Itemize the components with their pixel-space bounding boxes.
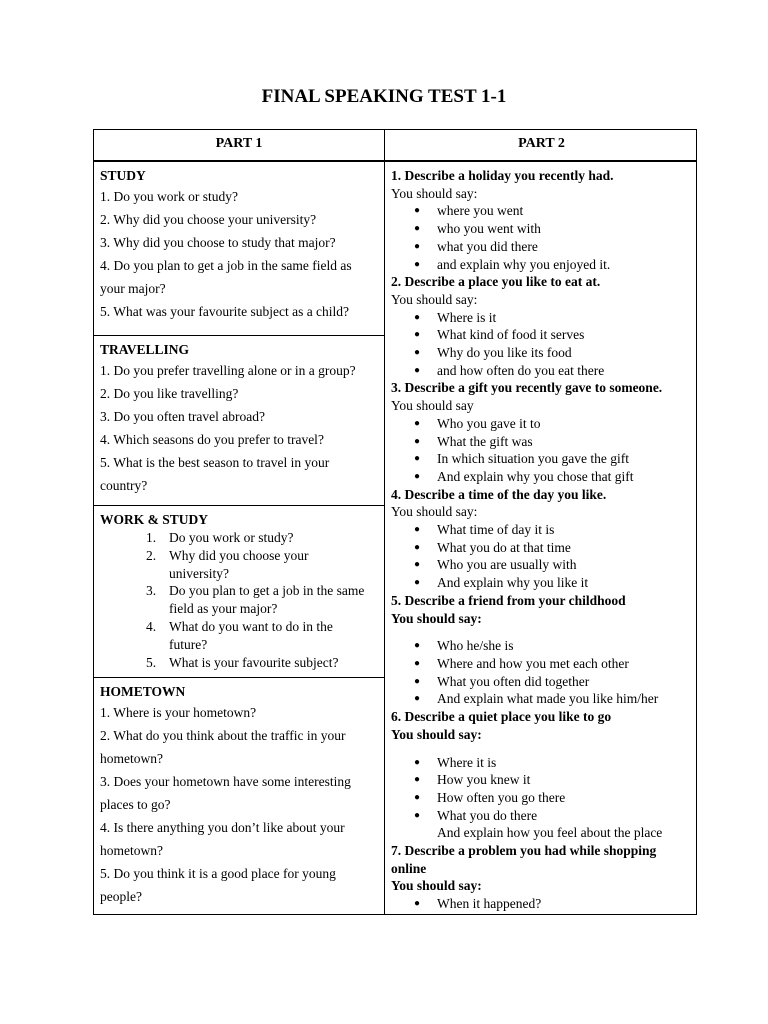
question: people? (100, 889, 142, 904)
question: 2. Why did you choose your university? (100, 212, 317, 227)
bullet-item (391, 673, 691, 691)
bullet-text: Why do you like its food (437, 345, 572, 361)
list-item (100, 618, 382, 636)
item-text: future? (169, 636, 208, 652)
bullet-text: What you do there (437, 807, 538, 823)
item-text: field as your major? (169, 601, 278, 617)
row-divider (94, 505, 384, 506)
bullet-icon: ● (414, 898, 421, 910)
bullet-text: who you went with (437, 221, 541, 237)
question: 2. What do you think about the traffic in your (100, 728, 346, 743)
question: country? (100, 478, 148, 493)
topic-question: 6. Describe a quiet place you like to go (391, 709, 612, 725)
part2-column (391, 167, 691, 913)
bullet-item (391, 754, 691, 772)
topic-question: 4. Describe a time of the day you like. (391, 486, 607, 502)
section-travelling (100, 341, 382, 497)
bullet-icon: ● (414, 774, 421, 786)
bullet-list (391, 309, 691, 380)
bullet-text: How you knew it (437, 772, 531, 788)
bullet-item-continued (391, 824, 691, 842)
question: 4. Is there anything you don’t like about your (100, 820, 345, 835)
bullet-icon: ● (414, 577, 421, 589)
numbered-list (100, 529, 382, 671)
list-item (100, 600, 382, 618)
bullet-icon: ● (414, 756, 421, 768)
bullet-list (391, 895, 691, 913)
bullet-icon: ● (414, 453, 421, 465)
section-study (100, 167, 382, 323)
bullet-icon: ● (414, 435, 421, 447)
bullet-icon: ● (414, 524, 421, 536)
question: 1. Do you work or study? (100, 189, 238, 204)
bullet-item (391, 238, 691, 256)
bullet-icon: ● (414, 258, 421, 270)
bullet-list (391, 202, 691, 273)
topic-question: 2. Describe a place you like to eat at. (391, 274, 601, 290)
section-heading: WORK & STUDY (100, 512, 209, 527)
bullet-text: where you went (437, 203, 524, 219)
bullet-item (391, 415, 691, 433)
spacer (391, 627, 691, 637)
item-number: 4. (146, 618, 157, 634)
bullet-icon: ● (414, 470, 421, 482)
question: 5. What was your favourite subject as a child? (100, 304, 350, 319)
bullet-text: And explain why you chose that gift (437, 468, 634, 484)
section-work-study (100, 511, 382, 671)
you-should-say: You should say: (391, 726, 482, 742)
bullet-item (391, 362, 691, 380)
you-should-say: You should say: (391, 185, 478, 201)
bullet-text: what you did there (437, 238, 538, 254)
topic-question: 5. Describe a friend from your childhood (391, 592, 626, 608)
bullet-item (391, 807, 691, 825)
question: 3. Why did you choose to study that major? (100, 235, 336, 250)
bullet-item (391, 655, 691, 673)
bullet-text: In which situation you gave the gift (437, 451, 629, 467)
bullet-icon: ● (414, 205, 421, 217)
bullet-icon: ● (414, 417, 421, 429)
bullet-icon: ● (414, 311, 421, 323)
bullet-item (391, 637, 691, 655)
item-number: 5. (146, 654, 157, 670)
item-text: Do you plan to get a job in the same (169, 583, 365, 599)
you-should-say: You should say: (391, 610, 482, 626)
bullet-text: What the gift was (437, 433, 533, 449)
bullet-icon: ● (414, 329, 421, 341)
you-should-say: You should say: (391, 504, 478, 520)
item-number: 3. (146, 583, 157, 599)
question: hometown? (100, 751, 163, 766)
item-number: 1. (146, 530, 157, 545)
list-item (100, 565, 382, 583)
questions-table (93, 129, 697, 915)
page-title: FINAL SPEAKING TEST 1-1 (261, 86, 507, 107)
bullet-icon: ● (414, 364, 421, 376)
list-item (100, 582, 382, 600)
bullet-text: What time of day it is (437, 522, 555, 538)
question: 3. Do you often travel abroad? (100, 409, 265, 424)
you-should-say: You should say: (391, 291, 478, 307)
item-number: 2. (146, 547, 157, 563)
bullet-icon: ● (414, 791, 421, 803)
bullet-item (391, 690, 691, 708)
question: 2. Do you like travelling? (100, 386, 239, 401)
bullet-text: Who you are usually with (437, 557, 577, 573)
list-item (100, 547, 382, 565)
bullet-text: When it happened? (437, 896, 542, 912)
bullet-text: Who he/she is (437, 638, 514, 654)
question: 5. What is the best season to travel in your (100, 455, 330, 470)
question: 1. Where is your hometown? (100, 705, 257, 720)
header-divider (94, 160, 696, 162)
bullet-text: and explain why you enjoyed it. (437, 256, 611, 272)
bullet-item (391, 468, 691, 486)
bullet-text: Where is it (437, 309, 497, 325)
item-text: What is your favourite subject? (169, 654, 339, 670)
bullet-icon: ● (414, 240, 421, 252)
bullet-item (391, 789, 691, 807)
bullet-list (391, 415, 691, 486)
bullet-text: Where and how you met each other (437, 655, 629, 671)
list-item (100, 636, 382, 654)
bullet-list (391, 754, 691, 843)
bullet-text: What kind of food it serves (437, 327, 585, 343)
bullet-item (391, 202, 691, 220)
bullet-icon: ● (414, 223, 421, 235)
you-should-say: You should say: (391, 878, 482, 894)
bullet-list (391, 637, 691, 708)
bullet-text: What you often did together (437, 673, 590, 689)
bullet-item (391, 309, 691, 327)
you-should-say: You should say (391, 398, 474, 414)
section-heading: HOMETOWN (100, 684, 186, 699)
bullet-icon: ● (414, 675, 421, 687)
topic-question: 1. Describe a holiday you recently had. (391, 168, 614, 183)
bullet-item (391, 521, 691, 539)
question: 3. Does your hometown have some interesting (100, 774, 351, 789)
item-text: Do you work or study? (169, 530, 294, 545)
bullet-item (391, 344, 691, 362)
list-item (100, 529, 382, 547)
question: 1. Do you prefer travelling alone or in a group? (100, 363, 356, 378)
bullet-item (391, 433, 691, 451)
list-item (100, 654, 382, 672)
bullet-text: And explain how you feel about the place (437, 825, 663, 841)
bullet-item (391, 326, 691, 344)
column-divider (384, 130, 385, 914)
bullet-icon: ● (414, 657, 421, 669)
bullet-icon: ● (414, 809, 421, 821)
bullet-item (391, 220, 691, 238)
item-text: Why did you choose your (169, 547, 309, 563)
topic-question: 3. Describe a gift you recently gave to someone. (391, 380, 663, 396)
bullet-item (391, 450, 691, 468)
bullet-icon: ● (414, 559, 421, 571)
bullet-text: What you do at that time (437, 539, 571, 555)
question: 5. Do you think it is a good place for young (100, 866, 336, 881)
section-hometown (100, 683, 382, 908)
row-divider (94, 335, 384, 336)
item-text: What do you want to do in the (169, 618, 333, 634)
bullet-item (391, 574, 691, 592)
section-heading: TRAVELLING (100, 342, 190, 357)
bullet-text: and how often do you eat there (437, 362, 605, 378)
question: places to go? (100, 797, 171, 812)
bullet-item (391, 771, 691, 789)
part1-header: PART 1 (215, 136, 263, 151)
topic-question: 7. Describe a problem you had while shopping (391, 843, 657, 859)
bullet-text: And explain what made you like him/her (437, 691, 659, 707)
part2-header: PART 2 (518, 136, 565, 151)
question: hometown? (100, 843, 163, 858)
section-heading: STUDY (100, 168, 146, 183)
spacer (391, 744, 691, 754)
bullet-text: And explain why you like it (437, 575, 589, 591)
row-divider (94, 677, 384, 678)
topic-question-continued: online (391, 860, 427, 876)
bullet-item (391, 539, 691, 557)
bullet-text: Where it is (437, 754, 497, 770)
bullet-text: Who you gave it to (437, 415, 541, 431)
bullet-icon: ● (414, 693, 421, 705)
question: 4. Which seasons do you prefer to travel? (100, 432, 324, 447)
bullet-item (391, 556, 691, 574)
bullet-icon: ● (414, 541, 421, 553)
bullet-icon: ● (414, 347, 421, 359)
item-text: university? (169, 565, 229, 581)
question: your major? (100, 281, 166, 296)
bullet-item (391, 256, 691, 274)
bullet-icon: ● (414, 640, 421, 652)
question: 4. Do you plan to get a job in the same field as (100, 258, 352, 273)
bullet-text: How often you go there (437, 789, 566, 805)
bullet-list (391, 521, 691, 592)
bullet-item (391, 895, 691, 913)
